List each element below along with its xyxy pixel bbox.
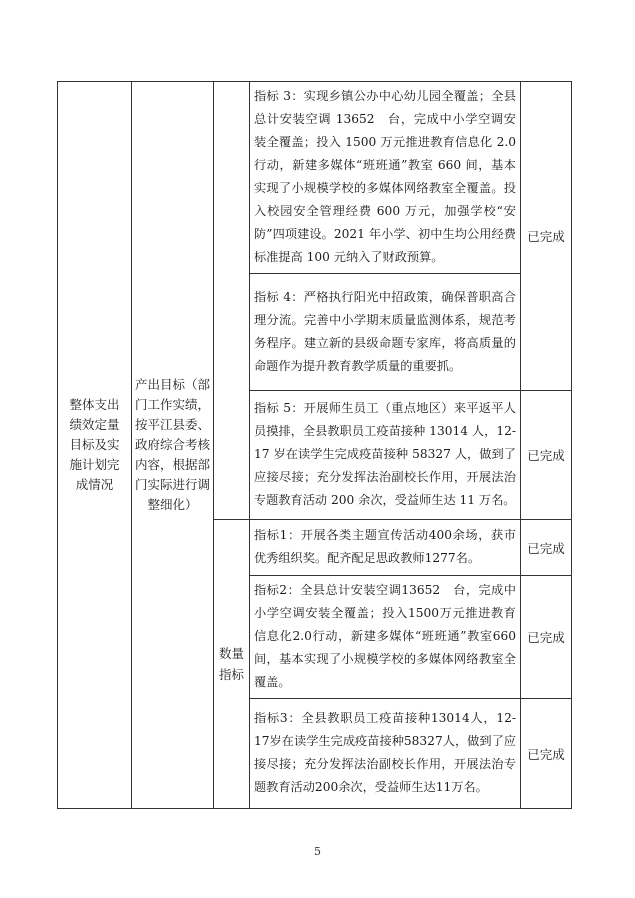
- indicator-text: 指标3：全县教职员工疫苗接种13014人，12-17岁在读学生完成疫苗接种58327人，做到了应接尽接；充分发挥法治副校长作用，开展法治专题教育活动200余次，受益师生达11万名。: [254, 711, 516, 794]
- indicator-text: 指标 3：实现乡镇公办中心幼儿园全覆盖；全县总计安装空调 13652 台，完成中小学空调安装全覆盖；投入 1500 万元推进教育信息化 2.0 行动，新建多媒体“班班通”教室 660 间，基本实现了小规模学校的多媒体网络教室全覆盖。投入校园安全管理经费 600 万元，加强学校“安防”四项建设。2021 年小学、初中生均公用经费标准提高 100 元纳入了财政预算。: [254, 89, 516, 264]
- status-cell: [521, 82, 572, 391]
- indicator-text-cell: [250, 391, 521, 520]
- indicator-text-cell: [250, 699, 521, 809]
- status-cell: [521, 520, 572, 576]
- page-number: 5: [314, 845, 321, 858]
- output-goal-label: 产出目标（部门工作实绩，按平江县委、政府综合考核内容，根据部门实际进行调整细化）: [134, 377, 210, 512]
- quantity-indicator-label: 数量指标: [218, 646, 244, 682]
- indicator-text: 指标2：全县总计安装空调13652 台，完成中小学空调安装全覆盖；投入1500万元推进教育信息化2.0行动，新建多媒体“班班通”教室660间，基本实现了小规模学校的多媒体网络教室全覆盖。: [254, 583, 516, 689]
- status-text: 已完成: [527, 540, 565, 556]
- status-text: 已完成: [527, 448, 565, 463]
- indicator-type-cell-blank: [214, 82, 250, 520]
- performance-table: [57, 81, 572, 809]
- output-goal-cell: [132, 82, 214, 809]
- indicator-text-cell: [250, 82, 521, 274]
- status-cell: [521, 699, 572, 809]
- indicator-text: 指标 5：开展师生员工（重点地区）来平返平人员摸排，全县教职员工疫苗接种 13014 人，12-17 岁在读学生完成疫苗接种 58327 人，做到了应接尽接；充分发挥法治副校长作用，开展法治专题教育活动 200 余次，受益师生达 11 万名。: [254, 401, 516, 507]
- overall-goal-label: 整体支出绩效定量目标及实施计划完成情况: [69, 397, 120, 492]
- indicator-text: 指标 4：严格执行阳光中招政策，确保普职高合理分流。完善中小学期末质量监测体系，规范考务程序。建立新的县级命题专家库，将高质量的命题作为提升教育教学质量的重要抓。: [254, 289, 516, 373]
- indicator-text-cell: [250, 520, 521, 576]
- quantity-indicator-cell: [214, 520, 250, 809]
- indicator-text-cell: [250, 576, 521, 699]
- status-text: 已完成: [527, 746, 565, 762]
- status-cell: [521, 391, 572, 520]
- status-cell: [521, 576, 572, 699]
- indicator-text-cell: [250, 274, 521, 391]
- status-text: 已完成: [527, 630, 565, 645]
- indicator-text: 指标1：开展各类主题宣传活动400余场，获市优秀组织奖。配齐配足思政教师1277名。: [254, 528, 516, 565]
- overall-goal-cell: [58, 82, 132, 809]
- status-text: 已完成: [527, 229, 565, 244]
